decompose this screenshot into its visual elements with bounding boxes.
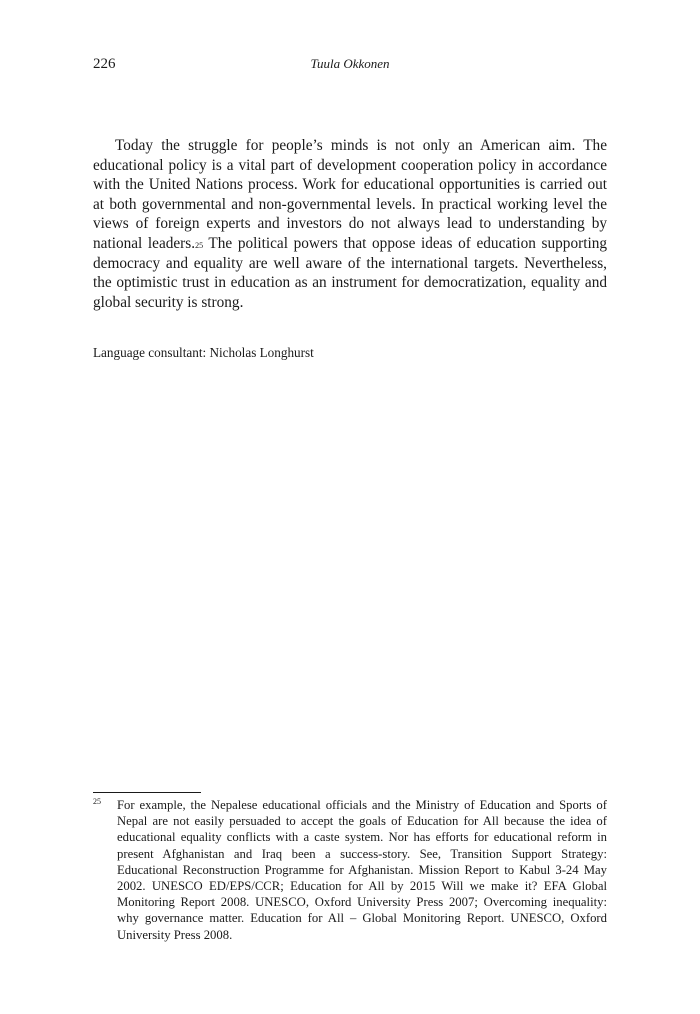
- language-consultant-note: Language consultant: Nicholas Longhurst: [93, 345, 314, 360]
- footnote: [93, 797, 607, 943]
- page-number: 226: [93, 56, 116, 72]
- footnote-number: 25: [93, 797, 101, 806]
- footnote-text: For example, the Nepalese educational officials and the Ministry of Education and Sports of Nepal are not easily persuaded to accept the goals of Education for All because the idea of educational equality conflicts with a caste system. Nor has efforts for educational reform in present Afghanistan and Iraq been a success-story. See, Transition Support Strategy: Educational Reconstruction Programme for Afghanistan. Mission Report to Kabul 3-24 May 2002. UNESCO ED/EPS/CCR; Education for All by 2015 Will we make it? EFA Global Monitoring Report 2008. UNESCO, Oxford University Press 2007; Overcoming inequality: why governance matter. Education for All – Global Monitoring Report. UNESCO, Oxford University Press 2008.: [117, 798, 607, 942]
- running-head-author: Tuula Okkonen: [310, 56, 390, 71]
- body-paragraph-text-part1: Today the struggle for people’s minds is not only an American aim. The educational policy is a vital part of development cooperation policy in accordance with the United Nations process. Work for educational opportunities is carried out at both governmental and non-governmental levels. In practical working level the views of foreign experts and investors do not always lead to understanding by national leaders.: [93, 137, 607, 252]
- body-paragraph: [93, 136, 607, 312]
- footnote-separator: [93, 792, 201, 793]
- footnote-reference[interactable]: 25: [195, 240, 204, 250]
- body-paragraph-text-part2: The political powers that oppose ideas of education supporting democracy and equality are well aware of the international targets. Nevertheless, the optimistic trust in education as an instrument for democratization, equality and global security is strong.: [93, 234, 607, 311]
